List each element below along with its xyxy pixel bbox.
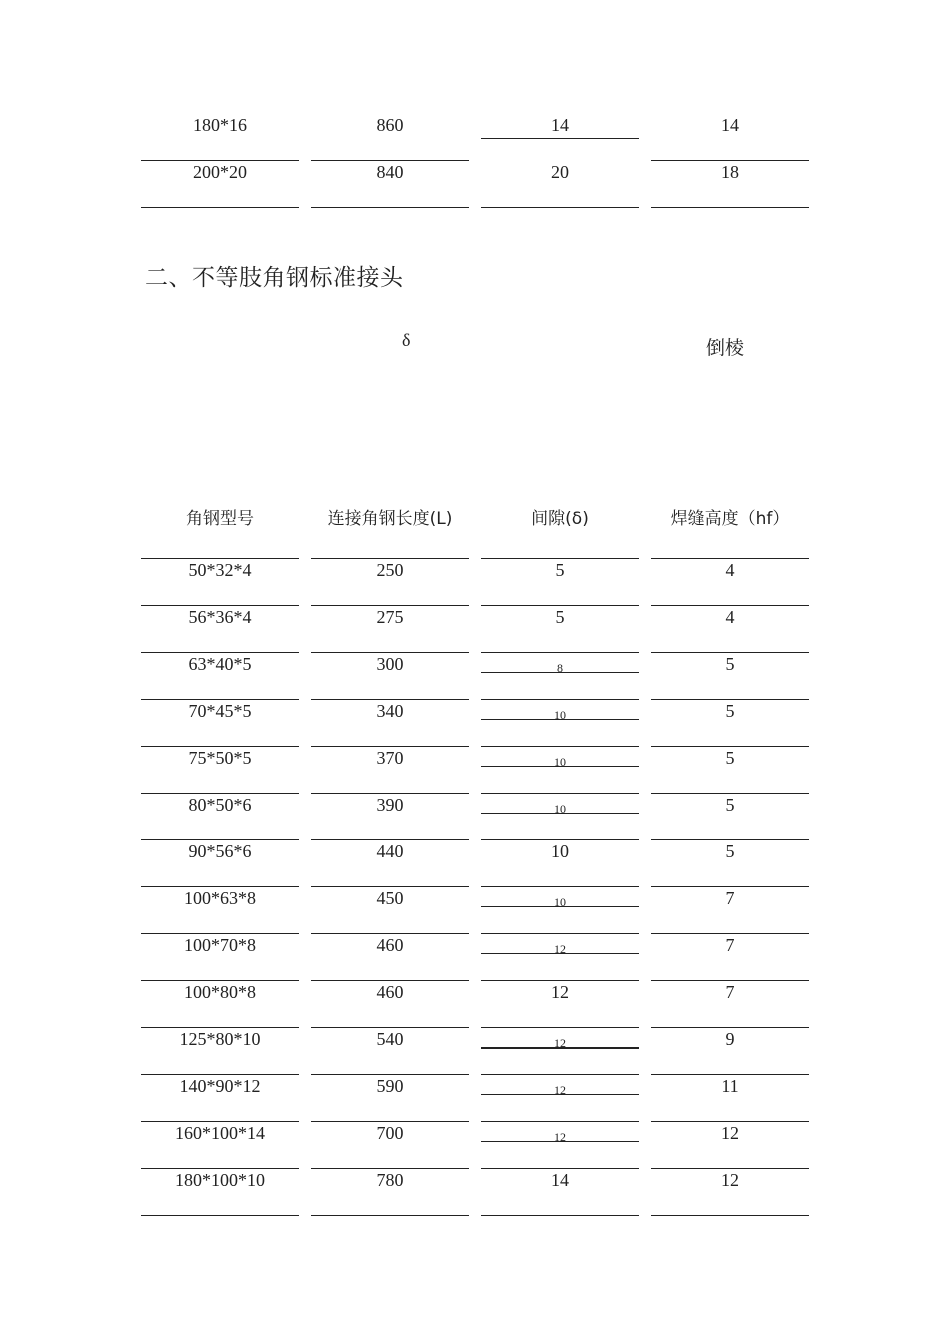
column-header-angle-model: 角钢型号 [186,509,254,529]
table-cell: 63*40*5 [188,654,252,674]
table-cell: 840 [376,162,404,182]
table-cell: 50*32*4 [188,560,252,580]
table-rule [311,1074,469,1075]
gap-value-underline [481,813,639,814]
table-rule [311,1027,469,1028]
table-cell: 700 [376,1123,404,1143]
table-cell: 10 [554,755,566,769]
table-rule [481,138,639,139]
table-rule [311,605,469,606]
table-rule [481,1027,639,1028]
table-cell: 14 [721,115,739,135]
table-cell: 75*50*5 [188,748,252,768]
table-cell: 450 [376,888,404,908]
table-cell: 18 [721,162,739,182]
table-cell: 12 [721,1123,739,1143]
table-cell: 780 [376,1170,404,1190]
table-rule [141,1215,299,1216]
table-rule [651,1121,809,1122]
gap-value-underline [481,953,639,954]
table-rule [141,1074,299,1075]
table-rule [311,793,469,794]
table-rule [141,1168,299,1169]
table-rule [311,558,469,559]
table-rule [141,207,299,208]
table-rule [651,1074,809,1075]
table-cell: 4 [725,560,735,580]
table-cell: 5 [725,654,735,674]
gap-value-underline [481,766,639,767]
table-cell: 100*70*8 [184,935,256,955]
table-rule [651,1215,809,1216]
table-rule [651,558,809,559]
table-rule [651,746,809,747]
table-cell: 540 [376,1029,404,1049]
table-rule [311,839,469,840]
column-header-weld-height: 焊缝高度（hf） [670,509,790,529]
table-cell: 100*80*8 [184,982,256,1002]
table-rule [481,207,639,208]
table-cell: 14 [551,1170,569,1190]
table-cell: 4 [725,607,735,627]
table-cell: 180*16 [193,115,247,135]
table-rule [651,699,809,700]
table-cell: 9 [725,1029,735,1049]
table-rule [311,746,469,747]
table-rule [141,558,299,559]
table-rule [141,980,299,981]
table-rule [311,652,469,653]
table-cell: 200*20 [193,162,247,182]
table-cell: 5 [725,841,735,861]
table-cell: 14 [551,115,569,135]
table-cell: 12 [721,1170,739,1190]
table-rule [141,793,299,794]
table-rule [481,839,639,840]
table-cell: 5 [555,607,565,627]
gap-value-underline [481,906,639,907]
table-cell: 90*56*6 [188,841,252,861]
table-cell: 390 [376,795,404,815]
table-rule [481,605,639,606]
table-rule [651,793,809,794]
table-rule [651,1168,809,1169]
column-header-gap: 间隙(δ) [531,509,589,529]
table-cell: 10 [551,841,569,861]
gap-delta-label: δ [402,330,411,350]
table-cell: 275 [376,607,404,627]
table-cell: 5 [555,560,565,580]
table-cell: 7 [725,888,735,908]
table-cell: 8 [557,661,563,675]
table-rule [141,160,299,161]
table-rule [311,1121,469,1122]
table-rule [311,207,469,208]
table-cell: 7 [725,982,735,1002]
table-cell: 20 [551,162,569,182]
gap-value-underline [481,1141,639,1142]
gap-value-underline [481,1094,639,1095]
table-cell: 7 [725,935,735,955]
table-cell: 12 [554,1130,566,1144]
table-rule [481,1121,639,1122]
table-rule [481,1074,639,1075]
table-rule [651,933,809,934]
table-rule [311,699,469,700]
table-cell: 370 [376,748,404,768]
table-cell: 5 [725,701,735,721]
table-cell: 11 [721,1076,739,1096]
table-cell: 140*90*12 [179,1076,261,1096]
table-rule [311,1215,469,1216]
table-rule [141,746,299,747]
table-cell: 56*36*4 [188,607,252,627]
table-cell: 12 [551,982,569,1002]
table-cell: 5 [725,795,735,815]
table-cell: 460 [376,935,404,955]
table-rule [141,1121,299,1122]
table-cell: 180*100*10 [175,1170,265,1190]
table-rule [141,652,299,653]
table-rule [481,1215,639,1216]
table-rule [141,699,299,700]
table-rule [481,793,639,794]
table-rule [651,160,809,161]
table-cell: 80*50*6 [188,795,252,815]
table-rule [311,160,469,161]
table-rule [481,1168,639,1169]
table-rule [651,207,809,208]
table-cell: 12 [554,1036,566,1050]
table-cell: 10 [554,802,566,816]
table-rule [141,1027,299,1028]
column-header-length: 连接角钢长度(L) [327,509,453,529]
table-rule [311,886,469,887]
table-cell: 300 [376,654,404,674]
table-rule [481,558,639,559]
table-cell: 125*80*10 [179,1029,261,1049]
table-rule [651,980,809,981]
table-rule [651,1027,809,1028]
table-cell: 160*100*14 [175,1123,265,1143]
table-cell: 12 [554,1083,566,1097]
table-rule [481,980,639,981]
table-rule [481,886,639,887]
table-cell: 70*45*5 [188,701,252,721]
table-rule [651,839,809,840]
table-rule [311,1168,469,1169]
gap-value-underline [481,719,639,720]
table-rule [311,980,469,981]
table-cell: 10 [554,895,566,909]
table-rule [481,933,639,934]
table-cell: 460 [376,982,404,1002]
table-rule [481,652,639,653]
table-cell: 440 [376,841,404,861]
table-rule [141,886,299,887]
table-rule [481,746,639,747]
table-rule [651,886,809,887]
table-rule [141,839,299,840]
table-cell: 860 [376,115,404,135]
table-rule [141,605,299,606]
table-cell: 100*63*8 [184,888,256,908]
table-cell: 250 [376,560,404,580]
table-rule [141,933,299,934]
table-cell: 590 [376,1076,404,1096]
table-rule [651,652,809,653]
chamfer-label: 倒棱 [706,337,745,359]
gap-value-underline [481,672,639,673]
table-rule [651,605,809,606]
section-heading: 二、不等肢角钢标准接头 [145,265,404,291]
table-rule [311,933,469,934]
table-cell: 340 [376,701,404,721]
gap-value-underline [481,1047,639,1049]
table-rule [481,699,639,700]
table-cell: 12 [554,942,566,956]
table-cell: 10 [554,708,566,722]
table-cell: 5 [725,748,735,768]
